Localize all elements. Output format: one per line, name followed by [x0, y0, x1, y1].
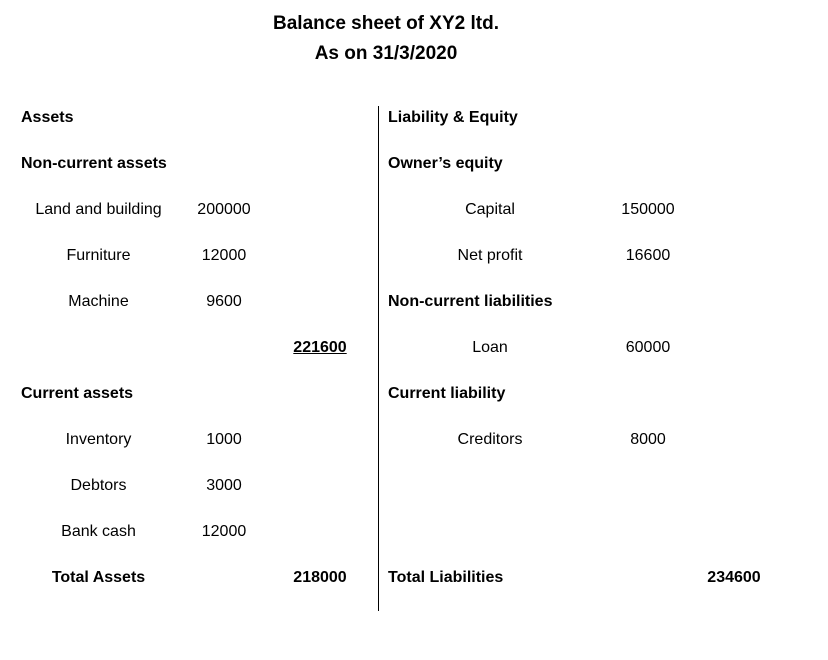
asset-item-name: Furniture	[66, 247, 131, 264]
liability-item-name: Loan	[472, 339, 508, 356]
asset-item-amount: 12000	[201, 523, 247, 540]
total-assets-label: Total Assets	[51, 569, 146, 586]
page-title: Balance sheet of XY2 ltd.	[273, 13, 499, 34]
liability-item-name: Creditors	[457, 431, 523, 448]
asset-item-name: Debtors	[70, 477, 127, 494]
current-liability-heading: Current liability	[388, 385, 506, 402]
column-divider	[378, 106, 379, 611]
liability-item-amount: 60000	[625, 339, 671, 356]
non-current-assets-subtotal: 221600	[293, 339, 347, 356]
liability-item-amount: 8000	[630, 431, 666, 448]
asset-item-name: Inventory	[65, 431, 132, 448]
current-assets-heading: Current assets	[21, 385, 134, 402]
total-liabilities-value: 234600	[707, 569, 761, 586]
liability-item-name: Capital	[465, 201, 515, 218]
asset-item-name: Land and building	[35, 201, 162, 218]
liability-item-amount: 16600	[625, 247, 671, 264]
liabilities-heading: Liability & Equity	[388, 109, 518, 126]
non-current-assets-heading: Non-current assets	[21, 155, 167, 172]
liability-item-amount: 150000	[621, 201, 675, 218]
non-current-liabilities-heading: Non-current liabilities	[388, 293, 553, 310]
asset-item-amount: 200000	[197, 201, 251, 218]
asset-item-amount: 12000	[201, 247, 247, 264]
total-liabilities-label: Total Liabilities	[388, 569, 504, 586]
asset-item-name: Machine	[68, 293, 129, 310]
total-assets-value: 218000	[293, 569, 347, 586]
asset-item-amount: 3000	[206, 477, 242, 494]
asset-item-name: Bank cash	[61, 523, 136, 540]
asset-item-amount: 9600	[206, 293, 242, 310]
owners-equity-heading: Owner’s equity	[388, 155, 503, 172]
assets-heading: Assets	[21, 109, 74, 126]
page-subtitle: As on 31/3/2020	[314, 43, 458, 64]
liability-item-name: Net profit	[457, 247, 523, 264]
asset-item-amount: 1000	[206, 431, 242, 448]
